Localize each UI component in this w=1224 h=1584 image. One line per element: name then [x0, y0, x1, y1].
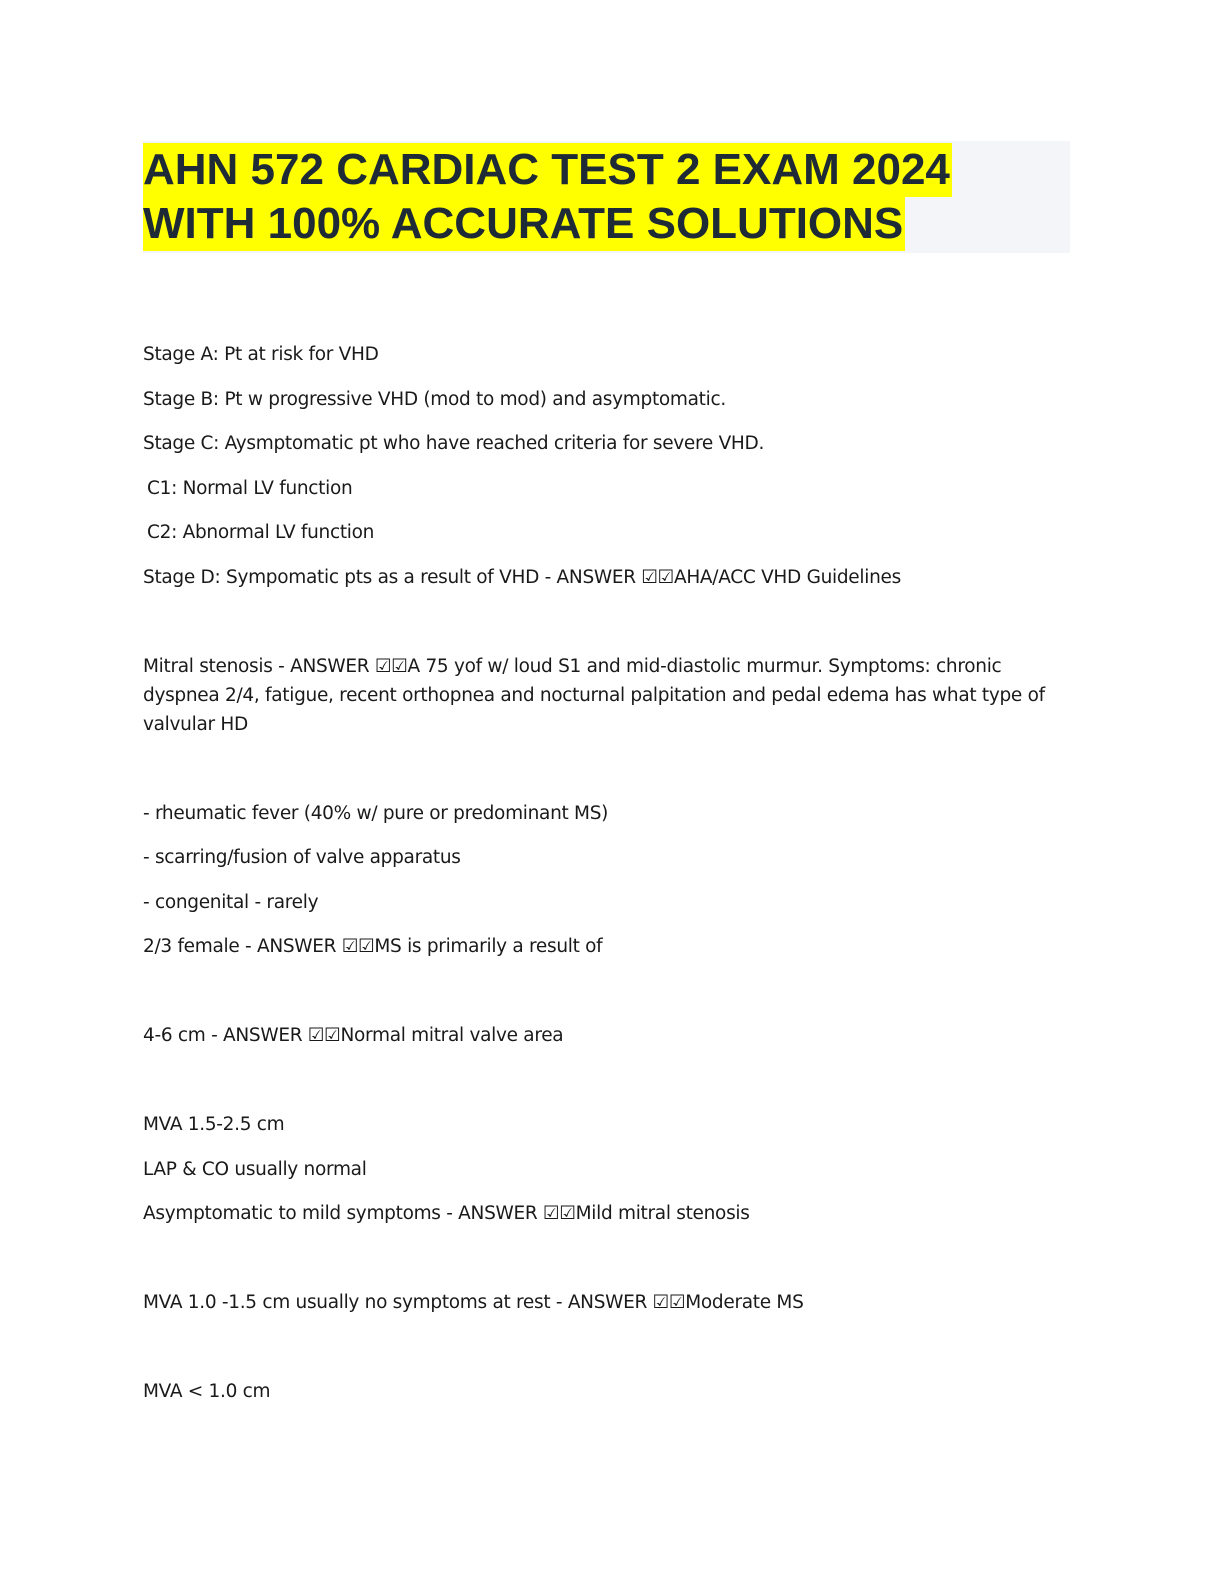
text-line: MVA 1.0 -1.5 cm usually no symptoms at rest - ANSWER ☑☑Moderate MS — [143, 1292, 804, 1313]
text-line: 4-6 cm - ANSWER ☑☑Normal mitral valve area — [143, 1025, 564, 1046]
document-title — [143, 141, 1070, 253]
text-line: Mitral stenosis - ANSWER ☑☑A 75 yof w/ loud S1 and mid-diastolic murmur. Symptoms: chronic — [143, 656, 1002, 677]
text-line: LAP & CO usually normal — [143, 1159, 367, 1180]
text-line: valvular HD — [143, 714, 248, 735]
text-line: 2/3 female - ANSWER ☑☑MS is primarily a result of — [143, 936, 603, 957]
text-line: Asymptomatic to mild symptoms - ANSWER ☑☑Mild mitral stenosis — [143, 1203, 750, 1224]
title-line-1: AHN 572 CARDIAC TEST 2 EXAM 2024 — [143, 143, 952, 197]
text-line: Stage D: Sympomatic pts as a result of VHD - ANSWER ☑☑AHA/ACC VHD Guidelines — [143, 567, 901, 588]
text-line: - scarring/fusion of valve apparatus — [143, 847, 461, 868]
text-line: C2: Abnormal LV function — [147, 522, 375, 543]
text-line: dyspnea 2/4, fatigue, recent orthopnea and nocturnal palpitation and pedal edema has what type of — [143, 685, 1045, 706]
text-line: C1: Normal LV function — [147, 478, 353, 499]
title-line-2: WITH 100% ACCURATE SOLUTIONS — [143, 197, 905, 251]
text-line: - rheumatic fever (40% w/ pure or predominant MS) — [143, 803, 609, 824]
text-line: MVA < 1.0 cm — [143, 1381, 271, 1402]
text-line: MVA 1.5-2.5 cm — [143, 1114, 285, 1135]
text-line: Stage A: Pt at risk for VHD — [143, 344, 379, 365]
text-line: Stage B: Pt w progressive VHD (mod to mod) and asymptomatic. — [143, 389, 726, 410]
text-line: Stage C: Aysmptomatic pt who have reached criteria for severe VHD. — [143, 433, 765, 454]
text-line: - congenital - rarely — [143, 892, 319, 913]
